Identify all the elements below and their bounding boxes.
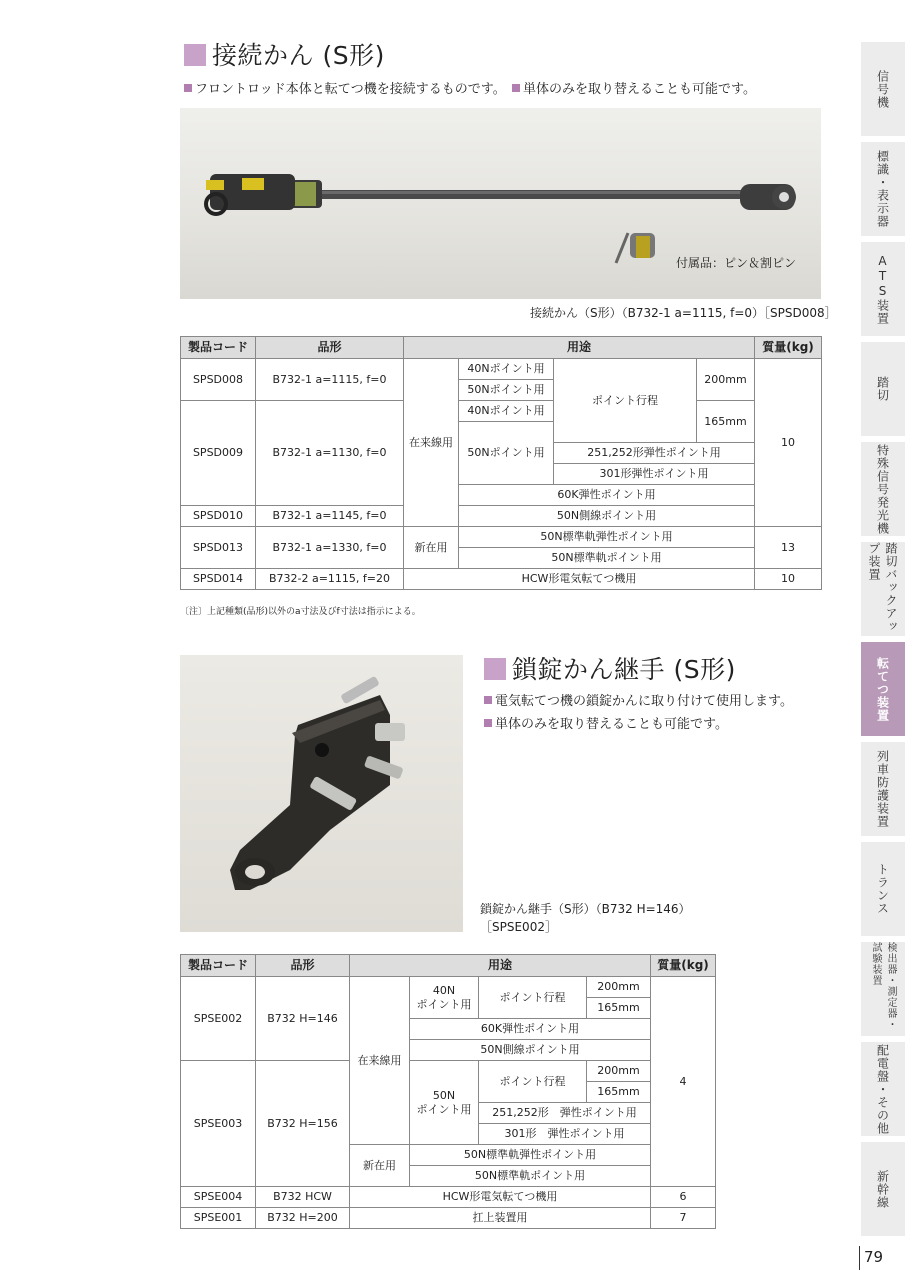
cell-code: SPSE002 — [181, 977, 256, 1061]
section2-bullet-2: 単体のみを取り替えることも可能です。 — [484, 713, 728, 732]
section1-bullet-1: フロントロッド本体と転てつ機を接続するものです。 — [184, 78, 506, 97]
cell-code: SPSE003 — [181, 1061, 256, 1187]
cell-use: 301形弾性ポイント用 — [554, 464, 755, 485]
header-code: 製品コード — [181, 955, 256, 977]
cell-use: 扛上装置用 — [350, 1208, 651, 1229]
section1-title: 接続かん (S形) — [184, 36, 385, 72]
bullet-square-icon — [184, 84, 192, 92]
cell-mass: 10 — [755, 569, 822, 590]
cell-use-40n: 40N ポイント用 — [410, 977, 479, 1019]
lock-rod-joint-photo — [180, 655, 463, 932]
cell-use: 60K弾性ポイント用 — [410, 1019, 651, 1040]
cell-code: SPSE001 — [181, 1208, 256, 1229]
sidebar-tab-point-machine[interactable]: 転てつ装置 — [861, 642, 905, 736]
cell-code: SPSD010 — [181, 506, 256, 527]
cell-use: 50N標準軌弾性ポイント用 — [459, 527, 755, 548]
sidebar-tab-crossing[interactable]: 踏切 — [861, 342, 905, 436]
table-row — [181, 401, 822, 422]
cell-model: B732-1 a=1130, f=0 — [256, 401, 404, 506]
header-code: 製品コード — [181, 337, 256, 359]
cell-model: B732 H=156 — [256, 1061, 350, 1187]
cell-use: 50Nポイント用 — [459, 422, 554, 485]
cell-use: 50Nポイント用 — [459, 380, 554, 401]
cell-use: 50N側線ポイント用 — [459, 506, 755, 527]
cell-use: 251,252形弾性ポイント用 — [554, 443, 755, 464]
section2-photo-caption-2: ［SPSE002］ — [480, 920, 557, 934]
cell-model: B732 H=146 — [256, 977, 350, 1061]
section1-note: 〔注〕上記種類(品形)以外のa寸法及びf寸法は指示による。 — [180, 607, 421, 617]
cell-shinzai: 新在用 — [350, 1145, 410, 1187]
table-header-row — [181, 955, 716, 977]
cell-mass: 13 — [755, 527, 822, 569]
table-header-row — [181, 337, 822, 359]
cell-mass: 7 — [651, 1208, 716, 1229]
cell-use: 50N標準軌ポイント用 — [410, 1166, 651, 1187]
section2-title: 鎖錠かん継手 (S形) — [484, 650, 736, 686]
cell-point-stroke: ポイント行程 — [554, 359, 697, 443]
cell-stroke-165: 165mm — [587, 998, 651, 1019]
sidebar-tab-crossing-backup[interactable]: 踏切バックアップ装置 — [861, 542, 905, 636]
cell-model: B732-1 a=1330, f=0 — [256, 527, 404, 569]
cell-use: 251,252形 弾性ポイント用 — [479, 1103, 651, 1124]
cell-use: HCW形電気転てつ機用 — [350, 1187, 651, 1208]
cell-model: B732-1 a=1115, f=0 — [256, 359, 404, 401]
table-row — [181, 1187, 716, 1208]
cell-point-stroke: ポイント行程 — [479, 977, 587, 1019]
cell-code: SPSD009 — [181, 401, 256, 506]
sidebar-tab-special-signal[interactable]: 特殊信号発光機 — [861, 442, 905, 536]
section1-spec-table — [180, 336, 822, 590]
cell-stroke-200: 200mm — [697, 359, 755, 401]
section2-photo-caption-1: 鎖錠かん継手（S形）（B732 H=146） — [480, 902, 691, 916]
table-row — [181, 977, 716, 998]
cell-model: B732 HCW — [256, 1187, 350, 1208]
cell-mass: 6 — [651, 1187, 716, 1208]
section1-photo-caption: 接続かん（S形）（B732-1 a=1115, f=0）［SPSD008］ — [530, 306, 837, 320]
cell-code: SPSD013 — [181, 527, 256, 569]
sidebar-tab-switchboard[interactable]: 配電盤・その他 — [861, 1042, 905, 1136]
cell-model: B732-1 a=1145, f=0 — [256, 506, 404, 527]
cell-code: SPSE004 — [181, 1187, 256, 1208]
bullet-square-icon — [484, 719, 492, 727]
cell-use: HCW形電気転てつ機用 — [404, 569, 755, 590]
sidebar-tab-transformer[interactable]: トランス — [861, 842, 905, 936]
bullet-square-icon — [484, 696, 492, 704]
table-row — [181, 359, 822, 380]
header-model: 品形 — [256, 955, 350, 977]
sidebar-tab-ats[interactable]: ATS装置 — [861, 242, 905, 336]
header-use: 用途 — [404, 337, 755, 359]
cell-code: SPSD014 — [181, 569, 256, 590]
cell-use: 50N標準軌ポイント用 — [459, 548, 755, 569]
title-square-icon — [184, 44, 206, 66]
cell-stroke-165: 165mm — [587, 1082, 651, 1103]
header-use: 用途 — [350, 955, 651, 977]
sidebar-tab-signal[interactable]: 信号機 — [861, 42, 905, 136]
section1-bullet-2: 単体のみを取り替えることも可能です。 — [512, 78, 756, 97]
cell-mass: 10 — [755, 359, 822, 527]
cell-use: 40Nポイント用 — [459, 401, 554, 422]
cell-zairai: 在来線用 — [350, 977, 410, 1145]
bullet-square-icon — [512, 84, 520, 92]
page-number-divider — [859, 1246, 860, 1270]
cell-use: 50N側線ポイント用 — [410, 1040, 651, 1061]
connecting-rod-photo — [180, 108, 821, 299]
table-row — [181, 527, 822, 548]
table-row — [181, 506, 822, 527]
title-square-icon — [484, 658, 506, 680]
header-mass: 質量(kg) — [755, 337, 822, 359]
cell-stroke-200: 200mm — [587, 977, 651, 998]
sidebar-tab-train-protection[interactable]: 列車防護装置 — [861, 742, 905, 836]
cell-stroke-165: 165mm — [697, 401, 755, 443]
cell-code: SPSD008 — [181, 359, 256, 401]
cell-use-50n: 50N ポイント用 — [410, 1061, 479, 1145]
cell-zairai: 在来線用 — [404, 359, 459, 527]
cell-use: 301形 弾性ポイント用 — [479, 1124, 651, 1145]
table-row — [181, 569, 822, 590]
header-model: 品形 — [256, 337, 404, 359]
cell-model: B732-2 a=1115, f=20 — [256, 569, 404, 590]
cell-shinzai: 新在用 — [404, 527, 459, 569]
cell-mass: 4 — [651, 977, 716, 1187]
sidebar-tab-detector[interactable]: 検出器・測定器・試験装置 — [861, 942, 905, 1036]
cell-point-stroke: ポイント行程 — [479, 1061, 587, 1103]
section2-bullet-1: 電気転てつ機の鎖錠かんに取り付けて使用します。 — [484, 690, 793, 709]
cell-stroke-200: 200mm — [587, 1061, 651, 1082]
cell-use: 50N標準軌弾性ポイント用 — [410, 1145, 651, 1166]
accessory-label: 付属品：ピン＆割ピン — [676, 256, 797, 270]
cell-use: 60K弾性ポイント用 — [459, 485, 755, 506]
table-row — [181, 1208, 716, 1229]
section2-spec-table — [180, 954, 716, 1229]
cell-use: 40Nポイント用 — [459, 359, 554, 380]
sidebar-tab-signs[interactable]: 標識・表示器 — [861, 142, 905, 236]
sidebar-tab-shinkansen[interactable]: 新幹線 — [861, 1142, 905, 1236]
cell-model: B732 H=200 — [256, 1208, 350, 1229]
header-mass: 質量(kg) — [651, 955, 716, 977]
page-number: 79 — [864, 1248, 884, 1266]
table-row — [181, 1061, 716, 1082]
